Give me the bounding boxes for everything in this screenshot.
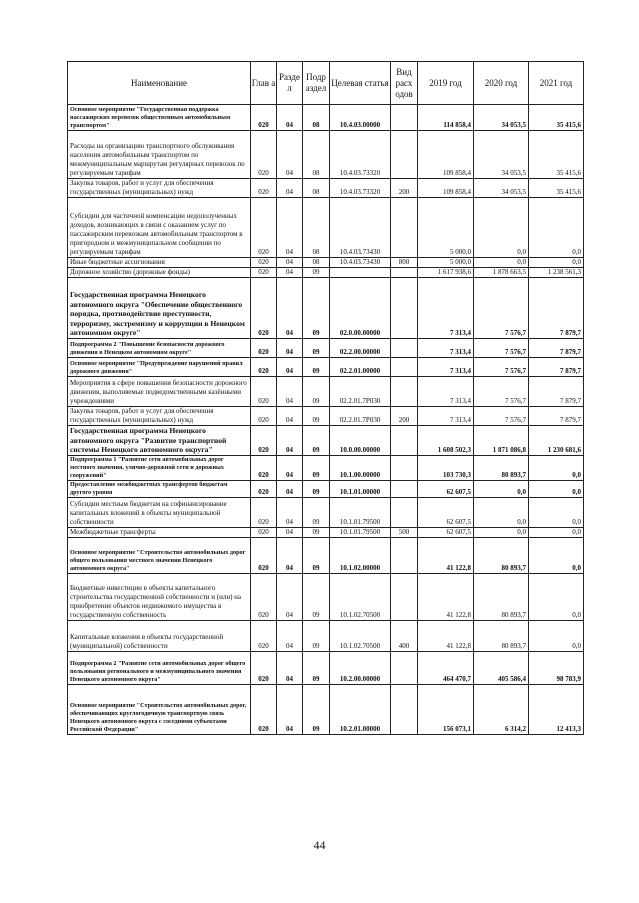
- row-target: 10.1.00.00000: [330, 455, 391, 480]
- row-value-2021: 0,0: [529, 573, 584, 620]
- row-target: 10.2.00.00000: [330, 651, 391, 684]
- table-row: [68, 358, 584, 377]
- table-row: [68, 537, 584, 573]
- row-target: 10.1.01.79500: [330, 527, 391, 537]
- row-name: Иные бюджетные ассигнования: [68, 258, 251, 268]
- row-section: 04: [277, 537, 303, 573]
- row-expense-type: [391, 358, 418, 377]
- row-value-2020: 7 576,7: [474, 377, 529, 407]
- row-subsection: 09: [303, 684, 330, 734]
- row-target: 10.1.02.00000: [330, 537, 391, 573]
- row-chapter: 020: [251, 179, 277, 198]
- table-row: [68, 620, 584, 651]
- row-section: 04: [277, 377, 303, 407]
- row-expense-type: 200: [391, 407, 418, 426]
- row-name: Капитальные вложения в объекты государственной (муниципальной) собственности: [68, 620, 251, 651]
- row-value-2019: 103 730,3: [418, 455, 474, 480]
- header-expense-type: Вид расх одов: [391, 62, 418, 105]
- row-subsection: 09: [303, 426, 330, 456]
- row-expense-type: 400: [391, 620, 418, 651]
- row-value-2021: 35 415,6: [529, 131, 584, 179]
- row-subsection: 09: [303, 620, 330, 651]
- row-section: 04: [277, 480, 303, 497]
- row-section: 04: [277, 358, 303, 377]
- row-value-2019: 7 313,4: [418, 407, 474, 426]
- row-section: 04: [277, 455, 303, 480]
- row-name: Расходы на организацию транспортного обслуживания населения автомобильным транспортом по межмуниципальным маршрутам регулярных перевозок по регулируемым тарифам: [68, 131, 251, 179]
- row-section: 04: [277, 131, 303, 179]
- header-target: Целевая статья: [330, 62, 391, 105]
- row-chapter: 020: [251, 426, 277, 456]
- row-subsection: 08: [303, 258, 330, 268]
- row-expense-type: [391, 339, 418, 358]
- row-subsection: 08: [303, 179, 330, 198]
- row-value-2021: 0,0: [529, 455, 584, 480]
- row-value-2019: 62 607,5: [418, 480, 474, 497]
- row-value-2019: 41 122,8: [418, 537, 474, 573]
- row-value-2019: 5 000,0: [418, 198, 474, 258]
- row-value-2021: 0,0: [529, 620, 584, 651]
- row-section: 04: [277, 198, 303, 258]
- table-row: [68, 131, 584, 179]
- row-value-2019: 1 617 938,6: [418, 268, 474, 278]
- row-subsection: 09: [303, 537, 330, 573]
- row-value-2021: 7 879,7: [529, 377, 584, 407]
- row-value-2021: 0,0: [529, 527, 584, 537]
- row-value-2020: 0,0: [474, 258, 529, 268]
- row-section: 04: [277, 278, 303, 339]
- row-name: Основное мероприятие "Строительство автомобильных дорог общего пользования местного значения Ненецкого автономного округа": [68, 537, 251, 573]
- row-value-2020: 405 586,4: [474, 651, 529, 684]
- row-value-2019: 114 858,4: [418, 105, 474, 131]
- row-subsection: 09: [303, 455, 330, 480]
- row-target: 02.2.01.7Р030: [330, 377, 391, 407]
- row-value-2020: 7 576,7: [474, 358, 529, 377]
- row-name: Предоставление межбюджетных трансфертов бюджетам другого уровня: [68, 480, 251, 497]
- row-subsection: 09: [303, 377, 330, 407]
- row-value-2020: 80 893,7: [474, 537, 529, 573]
- row-expense-type: 500: [391, 527, 418, 537]
- row-subsection: 09: [303, 358, 330, 377]
- row-name: Мероприятия в сфере повышения безопасности дорожного движения, выполняемые подведомственными казёнными учреждениями: [68, 377, 251, 407]
- row-value-2021: 7 879,7: [529, 278, 584, 339]
- row-expense-type: [391, 455, 418, 480]
- row-subsection: 09: [303, 497, 330, 527]
- row-value-2021: 98 783,9: [529, 651, 584, 684]
- table-row: [68, 258, 584, 268]
- row-target: 10.4.03.00000: [330, 105, 391, 131]
- row-subsection: 09: [303, 339, 330, 358]
- row-name: Субсидии местным бюджетам на софинансирование капитальных вложений в объекты муниципальной собственности: [68, 497, 251, 527]
- row-value-2019: 41 122,8: [418, 573, 474, 620]
- row-value-2020: 34 053,5: [474, 131, 529, 179]
- row-expense-type: [391, 377, 418, 407]
- row-section: 04: [277, 426, 303, 456]
- table-body: [68, 105, 584, 735]
- header-subsection: Подр аздел: [303, 62, 330, 105]
- row-expense-type: [391, 684, 418, 734]
- table-row: [68, 377, 584, 407]
- row-value-2020: 7 576,7: [474, 339, 529, 358]
- row-target: 02.2.01.7Р030: [330, 407, 391, 426]
- row-chapter: 020: [251, 358, 277, 377]
- row-expense-type: [391, 105, 418, 131]
- row-section: 04: [277, 258, 303, 268]
- row-expense-type: [391, 268, 418, 278]
- row-value-2019: 464 470,7: [418, 651, 474, 684]
- row-section: 04: [277, 497, 303, 527]
- row-value-2019: 7 313,4: [418, 339, 474, 358]
- row-name: Бюджетные инвестиции в объекты капитального строительства государственной собственности и (или) на приобретение объектов недвижимого имущества в государственную собственность: [68, 573, 251, 620]
- row-chapter: 020: [251, 339, 277, 358]
- row-value-2020: 80 893,7: [474, 455, 529, 480]
- row-value-2019: 156 073,1: [418, 684, 474, 734]
- row-expense-type: [391, 278, 418, 339]
- table-row: [68, 573, 584, 620]
- table-row: [68, 339, 584, 358]
- row-value-2021: 35 415,6: [529, 179, 584, 198]
- row-subsection: 09: [303, 480, 330, 497]
- row-section: 04: [277, 573, 303, 620]
- row-expense-type: [391, 537, 418, 573]
- row-expense-type: [391, 497, 418, 527]
- row-target: 10.4.03.73430: [330, 198, 391, 258]
- row-expense-type: [391, 198, 418, 258]
- row-value-2020: 7 576,7: [474, 407, 529, 426]
- row-value-2021: 0,0: [529, 537, 584, 573]
- row-value-2019: 7 313,4: [418, 358, 474, 377]
- row-value-2020: 6 314,2: [474, 684, 529, 734]
- row-name: Закупка товаров, работ и услуг для обеспечения государственных (муниципальных) нужд: [68, 407, 251, 426]
- row-subsection: 08: [303, 105, 330, 131]
- row-name: Государственная программа Ненецкого автономного округа "Обеспечение общественного порядка, противодействие преступности, терроризму, экстремизму и коррупции в Ненецком автономном округе": [68, 278, 251, 339]
- row-value-2020: 0,0: [474, 198, 529, 258]
- row-chapter: 020: [251, 620, 277, 651]
- row-target: 02.2.01.00000: [330, 358, 391, 377]
- row-chapter: 020: [251, 407, 277, 426]
- budget-table: [67, 61, 584, 735]
- row-expense-type: [391, 480, 418, 497]
- row-value-2021: 0,0: [529, 258, 584, 268]
- row-section: 04: [277, 527, 303, 537]
- row-value-2019: 109 858,4: [418, 179, 474, 198]
- header-name: Наименование: [68, 62, 251, 105]
- page-number: 44: [313, 838, 326, 852]
- row-subsection: 09: [303, 651, 330, 684]
- row-value-2021: 35 415,6: [529, 105, 584, 131]
- row-chapter: 020: [251, 527, 277, 537]
- row-chapter: 020: [251, 573, 277, 620]
- table-row: [68, 179, 584, 198]
- row-value-2020: 7 576,7: [474, 278, 529, 339]
- row-section: 04: [277, 620, 303, 651]
- header-2021: 2021 год: [529, 62, 584, 105]
- row-value-2021: 0,0: [529, 497, 584, 527]
- row-name: Подпрограмма 2 "Повышение безопасности дорожного движения в Ненецком автономном округе": [68, 339, 251, 358]
- row-chapter: 020: [251, 497, 277, 527]
- row-target: 10.4.03.73430: [330, 258, 391, 268]
- row-target: 10.4.03.73320: [330, 179, 391, 198]
- row-name: Закупка товаров, работ и услуг для обеспечения государственных (муниципальных) нужд: [68, 179, 251, 198]
- row-chapter: 020: [251, 105, 277, 131]
- row-value-2020: 1 871 086,8: [474, 426, 529, 456]
- row-name: Дорожное хозяйство (дорожные фонды): [68, 268, 251, 278]
- row-value-2020: 0,0: [474, 480, 529, 497]
- row-value-2019: 1 608 502,3: [418, 426, 474, 456]
- row-name: Подпрограмма 2 "Развитие сети автомобильных дорог общего пользования регионального и межмуниципального значения Ненецкого автономного округа": [68, 651, 251, 684]
- row-value-2019: 41 122,8: [418, 620, 474, 651]
- table-row: [68, 407, 584, 426]
- row-section: 04: [277, 684, 303, 734]
- row-expense-type: [391, 131, 418, 179]
- row-section: 04: [277, 268, 303, 278]
- header-2019: 2019 год: [418, 62, 474, 105]
- row-target: 10.1.01.00000: [330, 480, 391, 497]
- row-subsection: 08: [303, 131, 330, 179]
- row-value-2021: 0,0: [529, 198, 584, 258]
- row-value-2020: 1 878 663,5: [474, 268, 529, 278]
- row-name: Субсидии для частичной компенсации недополученных доходов, возникающих в связи с оказанием услуг по пассажирским перевозкам автомобильным транспортом в пригородном и межмуниципальном сообщении по регулируемым тарифам: [68, 198, 251, 258]
- row-subsection: 09: [303, 573, 330, 620]
- row-name: Основное мероприятие "Строительство автомобильных дорог, обеспечивающих круглогодичную транспортную связь Ненецкого автономного округа с соседними субъектами Российской Федерации": [68, 684, 251, 734]
- row-value-2021: 1 230 681,6: [529, 426, 584, 456]
- row-chapter: 020: [251, 131, 277, 179]
- header-section: Разде л: [277, 62, 303, 105]
- table-row: [68, 497, 584, 527]
- row-chapter: 020: [251, 651, 277, 684]
- row-target: 10.1.02.70500: [330, 573, 391, 620]
- row-name: Основное мероприятие "Предупреждение нарушений правил дорожного движения": [68, 358, 251, 377]
- row-value-2021: 7 879,7: [529, 358, 584, 377]
- row-subsection: 09: [303, 268, 330, 278]
- row-target: 02.0.00.00000: [330, 278, 391, 339]
- header-chapter: Глав а: [251, 62, 277, 105]
- row-value-2021: 7 879,7: [529, 339, 584, 358]
- row-chapter: 020: [251, 537, 277, 573]
- row-chapter: 020: [251, 480, 277, 497]
- row-chapter: 020: [251, 198, 277, 258]
- header-2020: 2020 год: [474, 62, 529, 105]
- row-value-2020: 34 053,5: [474, 105, 529, 131]
- row-target: [330, 268, 391, 278]
- row-value-2020: 34 053,5: [474, 179, 529, 198]
- row-value-2019: 5 000,0: [418, 258, 474, 268]
- table-row: [68, 651, 584, 684]
- row-value-2020: 80 893,7: [474, 620, 529, 651]
- row-expense-type: 200: [391, 179, 418, 198]
- row-expense-type: [391, 651, 418, 684]
- row-expense-type: [391, 426, 418, 456]
- row-value-2020: 0,0: [474, 527, 529, 537]
- row-value-2019: 62 607,5: [418, 497, 474, 527]
- row-chapter: 020: [251, 455, 277, 480]
- table-row: [68, 480, 584, 497]
- row-target: 02.2.00.00000: [330, 339, 391, 358]
- row-name: Подпрограмма 1 "Развитие сети автомобильных дорог местного значения, улично-дорожной сети и дорожных сооружений": [68, 455, 251, 480]
- row-section: 04: [277, 179, 303, 198]
- row-value-2019: 109 858,4: [418, 131, 474, 179]
- row-target: 10.0.00.00000: [330, 426, 391, 456]
- row-subsection: 09: [303, 527, 330, 537]
- row-target: 10.2.01.00000: [330, 684, 391, 734]
- row-value-2019: 7 313,4: [418, 377, 474, 407]
- row-name: Основное мероприятие "Государственная поддержка пассажирских перевозок общественным автомобильным транспортом": [68, 105, 251, 131]
- row-value-2019: 7 313,4: [418, 278, 474, 339]
- row-subsection: 08: [303, 198, 330, 258]
- row-subsection: 09: [303, 407, 330, 426]
- row-value-2020: 0,0: [474, 497, 529, 527]
- row-section: 04: [277, 407, 303, 426]
- row-value-2021: 7 879,7: [529, 407, 584, 426]
- row-subsection: 09: [303, 278, 330, 339]
- header-row: [68, 62, 584, 105]
- row-name: Межбюджетные трансферты: [68, 527, 251, 537]
- row-value-2021: 0,0: [529, 480, 584, 497]
- row-target: 10.1.02.70500: [330, 620, 391, 651]
- row-chapter: 020: [251, 684, 277, 734]
- table-row: [68, 278, 584, 339]
- row-section: 04: [277, 651, 303, 684]
- row-section: 04: [277, 105, 303, 131]
- table-row: [68, 527, 584, 537]
- row-chapter: 020: [251, 278, 277, 339]
- table-row: [68, 426, 584, 456]
- row-chapter: 020: [251, 258, 277, 268]
- table-row: [68, 105, 584, 131]
- row-target: 10.4.03.73320: [330, 131, 391, 179]
- row-name: Государственная программа Ненецкого автономного округа "Развитие транспортной системы Ненецкого автономного округа": [68, 426, 251, 456]
- row-chapter: 020: [251, 377, 277, 407]
- row-chapter: 020: [251, 268, 277, 278]
- row-expense-type: [391, 573, 418, 620]
- table-row: [68, 198, 584, 258]
- row-target: 10.1.01.79500: [330, 497, 391, 527]
- table-row: [68, 684, 584, 734]
- row-value-2021: 1 238 561,3: [529, 268, 584, 278]
- row-section: 04: [277, 339, 303, 358]
- row-value-2021: 12 413,3: [529, 684, 584, 734]
- table-row: [68, 455, 584, 480]
- row-expense-type: 800: [391, 258, 418, 268]
- row-value-2019: 62 607,5: [418, 527, 474, 537]
- table-row: [68, 268, 584, 278]
- row-value-2020: 80 893,7: [474, 573, 529, 620]
